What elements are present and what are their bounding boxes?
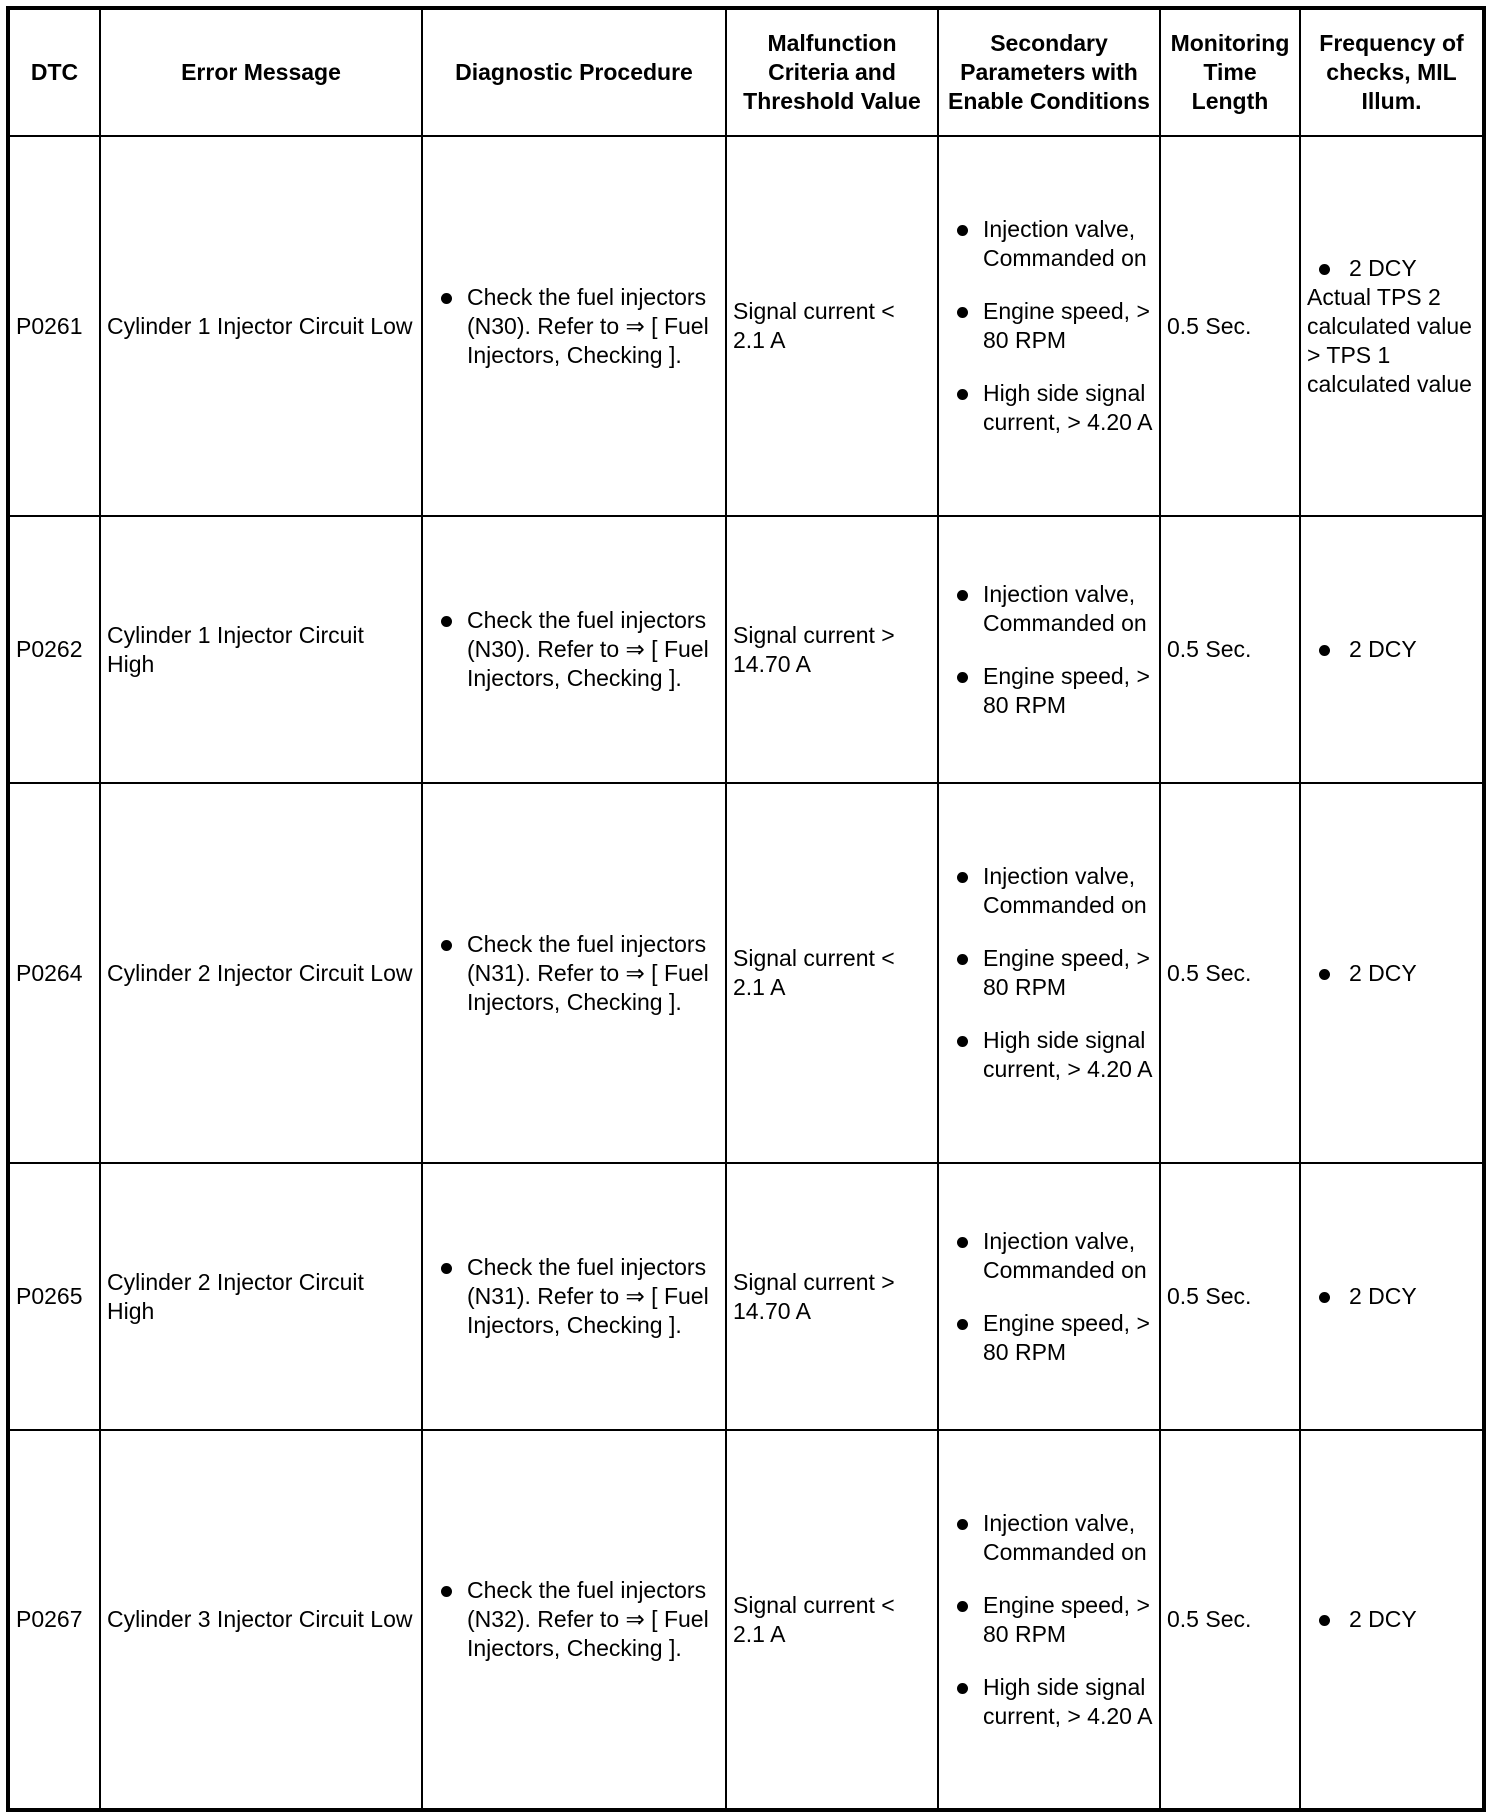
frequency-item: 2 DCY (1307, 635, 1476, 664)
secondary-item: Engine speed, > 80 RPM (945, 662, 1153, 720)
secondary-parameters (938, 1430, 1160, 1810)
secondary-item: High side signal current, > 4.20 A (945, 379, 1153, 437)
diagnostic-procedure (422, 1430, 726, 1810)
table-row (8, 1430, 1484, 1810)
header-dtc: DTC (8, 8, 100, 136)
monitoring-time: 0.5 Sec. (1160, 1430, 1300, 1810)
procedure-item: Check the fuel injectors (N30). Refer to ⇒ [ Fuel Injectors, Checking ]. (429, 606, 719, 693)
frequency-item: 2 DCY (1307, 1605, 1476, 1634)
header-error-message: Error Message (100, 8, 422, 136)
dtc-code: P0267 (8, 1430, 100, 1810)
dtc-code: P0265 (8, 1163, 100, 1430)
secondary-item: Engine speed, > 80 RPM (945, 297, 1153, 355)
header-row (8, 8, 1484, 136)
secondary-item: High side signal current, > 4.20 A (945, 1673, 1153, 1731)
procedure-item: Check the fuel injectors (N32). Refer to ⇒ [ Fuel Injectors, Checking ]. (429, 1576, 719, 1663)
secondary-parameters (938, 1163, 1160, 1430)
error-message: Cylinder 1 Injector Circuit Low (100, 136, 422, 516)
secondary-item: Injection valve, Commanded on (945, 1509, 1153, 1567)
secondary-item: Injection valve, Commanded on (945, 215, 1153, 273)
frequency-item: 2 DCY (1307, 959, 1476, 988)
secondary-item: Engine speed, > 80 RPM (945, 1591, 1153, 1649)
secondary-item: Injection valve, Commanded on (945, 580, 1153, 638)
malfunction-criteria: Signal current > 14.70 A (726, 1163, 938, 1430)
secondary-parameters (938, 136, 1160, 516)
dtc-table (6, 6, 1486, 1812)
procedure-item: Check the fuel injectors (N30). Refer to ⇒ [ Fuel Injectors, Checking ]. (429, 283, 719, 370)
secondary-parameters (938, 783, 1160, 1163)
frequency-item: 2 DCY (1307, 254, 1476, 283)
dtc-code: P0264 (8, 783, 100, 1163)
secondary-item: Engine speed, > 80 RPM (945, 944, 1153, 1002)
header-diagnostic-procedure: Diagnostic Procedure (422, 8, 726, 136)
frequency-item: 2 DCY (1307, 1282, 1476, 1311)
frequency-note: Actual TPS 2 calculated value > TPS 1 calculated value (1307, 283, 1472, 397)
diagnostic-procedure (422, 136, 726, 516)
monitoring-time: 0.5 Sec. (1160, 783, 1300, 1163)
table-row (8, 1163, 1484, 1430)
header-secondary-parameters: Secondary Parameters with Enable Conditions (938, 8, 1160, 136)
diagnostic-procedure (422, 1163, 726, 1430)
dtc-code: P0262 (8, 516, 100, 783)
secondary-item: Injection valve, Commanded on (945, 1227, 1153, 1285)
error-message: Cylinder 2 Injector Circuit High (100, 1163, 422, 1430)
monitoring-time: 0.5 Sec. (1160, 1163, 1300, 1430)
dtc-code: P0261 (8, 136, 100, 516)
error-message: Cylinder 2 Injector Circuit Low (100, 783, 422, 1163)
malfunction-criteria: Signal current < 2.1 A (726, 136, 938, 516)
malfunction-criteria: Signal current > 14.70 A (726, 516, 938, 783)
header-monitoring-time: Monitoring Time Length (1160, 8, 1300, 136)
secondary-item: Engine speed, > 80 RPM (945, 1309, 1153, 1367)
error-message: Cylinder 1 Injector Circuit High (100, 516, 422, 783)
table-row (8, 516, 1484, 783)
table-row (8, 136, 1484, 516)
monitoring-time: 0.5 Sec. (1160, 516, 1300, 783)
diagnostic-procedure (422, 783, 726, 1163)
malfunction-criteria: Signal current < 2.1 A (726, 783, 938, 1163)
procedure-item: Check the fuel injectors (N31). Refer to ⇒ [ Fuel Injectors, Checking ]. (429, 930, 719, 1017)
frequency-cell (1300, 783, 1484, 1163)
frequency-cell (1300, 136, 1484, 516)
diagnostic-procedure (422, 516, 726, 783)
secondary-parameters (938, 516, 1160, 783)
secondary-item: Injection valve, Commanded on (945, 862, 1153, 920)
header-malfunction-criteria: Malfunction Criteria and Threshold Value (726, 8, 938, 136)
table-row (8, 783, 1484, 1163)
header-frequency: Frequency of checks, MIL Illum. (1300, 8, 1484, 136)
frequency-cell (1300, 516, 1484, 783)
frequency-cell (1300, 1430, 1484, 1810)
error-message: Cylinder 3 Injector Circuit Low (100, 1430, 422, 1810)
frequency-cell (1300, 1163, 1484, 1430)
secondary-item: High side signal current, > 4.20 A (945, 1026, 1153, 1084)
monitoring-time: 0.5 Sec. (1160, 136, 1300, 516)
malfunction-criteria: Signal current < 2.1 A (726, 1430, 938, 1810)
procedure-item: Check the fuel injectors (N31). Refer to ⇒ [ Fuel Injectors, Checking ]. (429, 1253, 719, 1340)
